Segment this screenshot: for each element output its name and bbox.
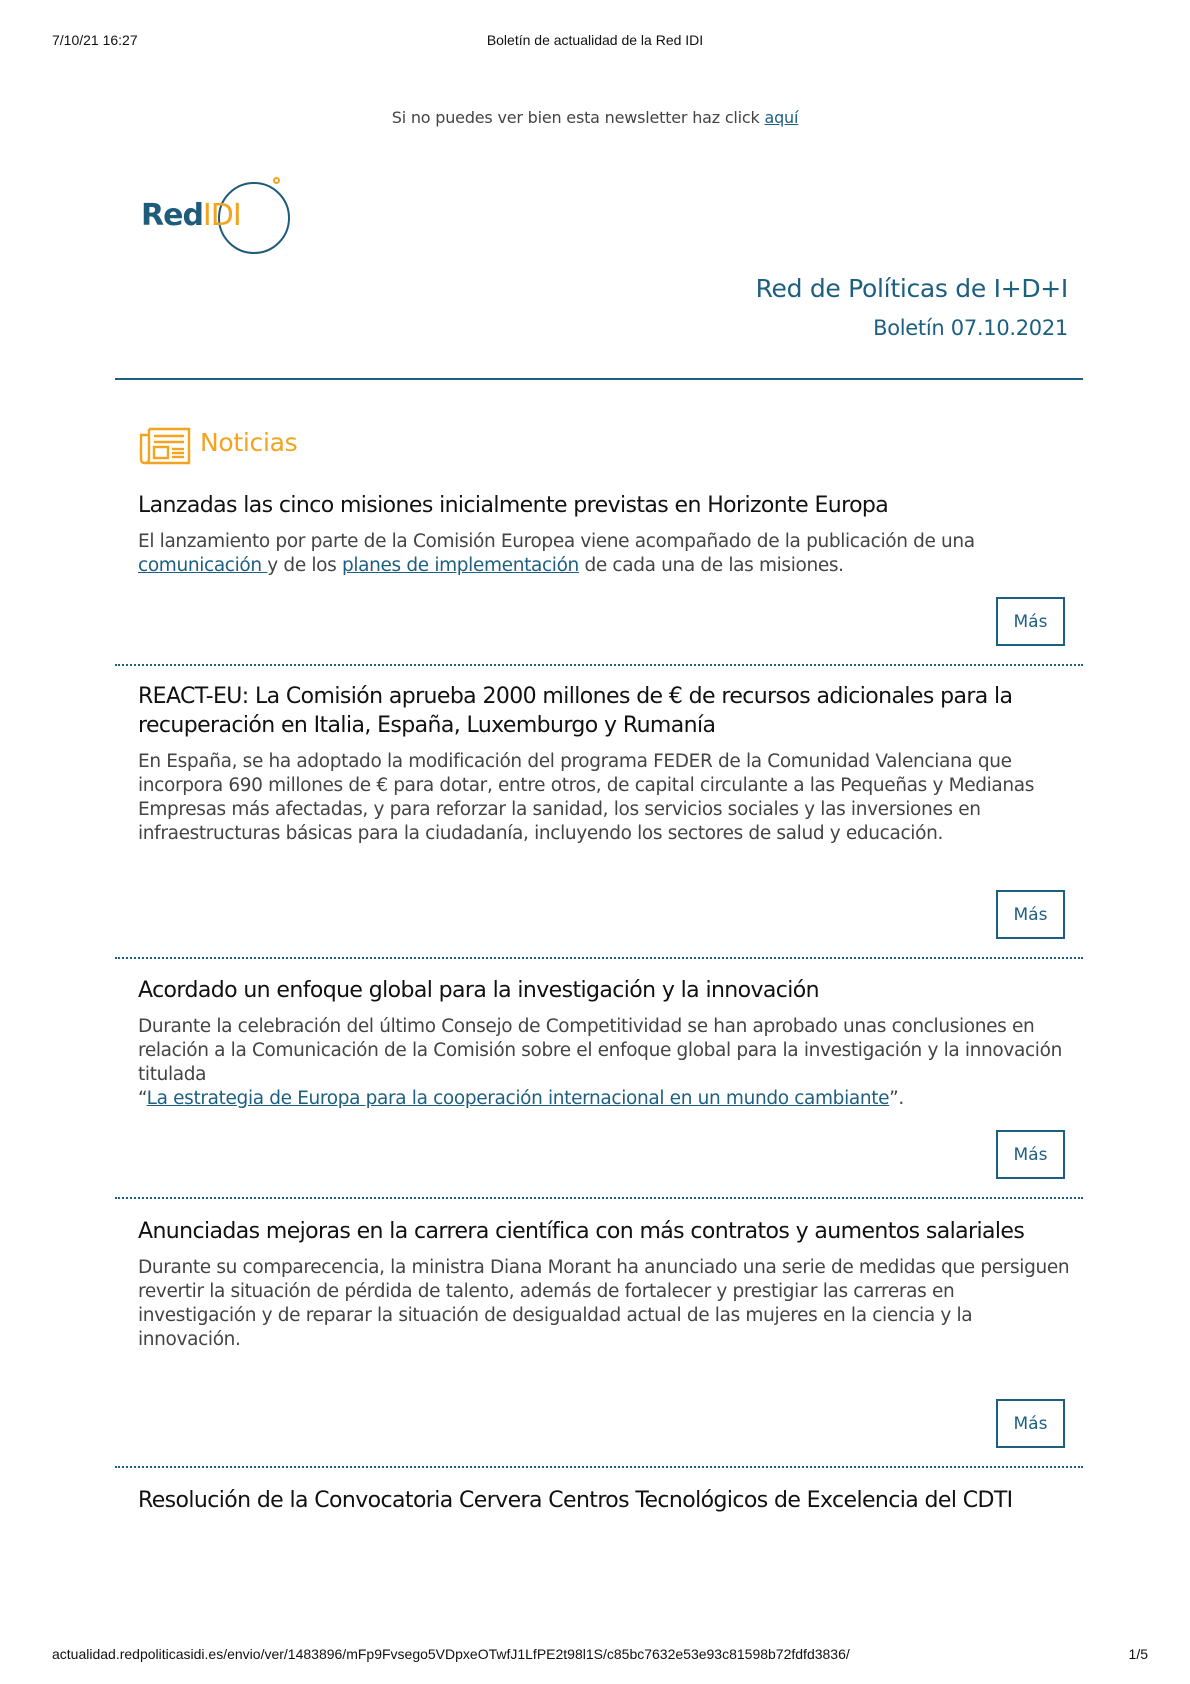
print-header [0, 32, 1190, 52]
more-button[interactable]: Más [996, 597, 1065, 646]
more-button[interactable]: Más [996, 890, 1065, 939]
article-divider [115, 664, 1083, 666]
view-online-notice [0, 108, 1190, 127]
news-title[interactable]: Acordado un enfoque global para la investigación y la innovación [138, 978, 820, 1003]
news-summary: El lanzamiento por parte de la Comisión Europea viene acompañado de la publicación de una comunicación y de los planes de implementación de cada una de las misiones. [138, 531, 975, 576]
logo-wordmark: RedIDI [141, 198, 241, 233]
newspaper-icon [139, 426, 191, 466]
link-comunicacion[interactable]: comunicación [138, 555, 268, 576]
org-title: Red de Políticas de I+D+I [755, 274, 1068, 303]
print-url: actualidad.redpoliticasidi.es/envio/ver/1483896/mFp9Fvsego5VDpxeOTwfJ1LfPE2t98l1S/c85bc7632e53e93c81598b72fdfd3836/ [52, 1646, 850, 1662]
link-estrategia-europa[interactable]: La estrategia de Europa para la cooperación internacional en un mundo cambiante [146, 1088, 890, 1109]
view-online-link[interactable]: aquí [764, 108, 799, 127]
news-item [138, 976, 1073, 1111]
news-summary: Durante la celebración del último Consejo de Competitividad se han aprobado unas conclusiones en relación a la Comunicación de la Comisión sobre el enfoque global para la investigación y la innovación titulada “La estrategia de Europa para la cooperación internacional en un mundo cambiante”. [138, 1016, 1062, 1109]
bulletin-date: Boletín 07.10.2021 [873, 316, 1068, 340]
news-title[interactable]: Anunciadas mejoras en la carrera científica con más contratos y aumentos salariales [138, 1219, 1025, 1244]
news-title[interactable]: REACT-EU: La Comisión aprueba 2000 millones de € de recursos adicionales para la recuperación en Italia, España, Luxemburgo y Rumanía [138, 684, 1013, 738]
print-datetime: 7/10/21 16:27 [52, 32, 138, 48]
article-divider [115, 1466, 1083, 1468]
more-button[interactable]: Más [996, 1130, 1065, 1179]
more-button[interactable]: Más [996, 1399, 1065, 1448]
logo-orbit-dot [273, 177, 280, 184]
news-summary: Durante su comparecencia, la ministra Diana Morant ha anunciado una serie de medidas que persiguen revertir la situación de pérdida de talento, además de fortalecer y prestigiar las carreras en investigación y de reparar la situación de desigualdad actual de las mujeres en la ciencia y la innovación. [138, 1257, 1070, 1350]
news-item [138, 682, 1073, 846]
redidi-logo [138, 176, 298, 260]
news-title[interactable]: Lanzadas las cinco misiones inicialmente previstas en Horizonte Europa [138, 493, 889, 518]
view-online-text: Si no puedes ver bien esta newsletter haz click [391, 108, 765, 127]
page-number: 1/5 [1128, 1646, 1148, 1662]
print-footer [0, 1646, 1190, 1666]
news-summary: En España, se ha adoptado la modificación del programa FEDER de la Comunidad Valenciana que incorpora 690 millones de € para dotar, entre otros, de capital circulante a las Pequeñas y Medianas Empresas más afectadas, y para reforzar la sanidad, los servicios sociales y las inversiones en infraestructuras básicas para la ciudadanía, incluyendo los sectores de salud y educación. [138, 751, 1035, 844]
news-title[interactable]: Resolución de la Convocatoria Cervera Centros Tecnológicos de Excelencia del CDTI [138, 1488, 1013, 1513]
news-item [138, 1486, 1073, 1515]
article-divider [115, 1197, 1083, 1199]
header-divider [115, 378, 1083, 380]
news-item [138, 1217, 1073, 1352]
article-divider [115, 957, 1083, 959]
link-planes-implementacion[interactable]: planes de implementación [341, 555, 579, 576]
news-item [138, 491, 1073, 578]
section-title: Noticias [200, 428, 298, 457]
print-page-title: Boletín de actualidad de la Red IDI [486, 32, 704, 48]
